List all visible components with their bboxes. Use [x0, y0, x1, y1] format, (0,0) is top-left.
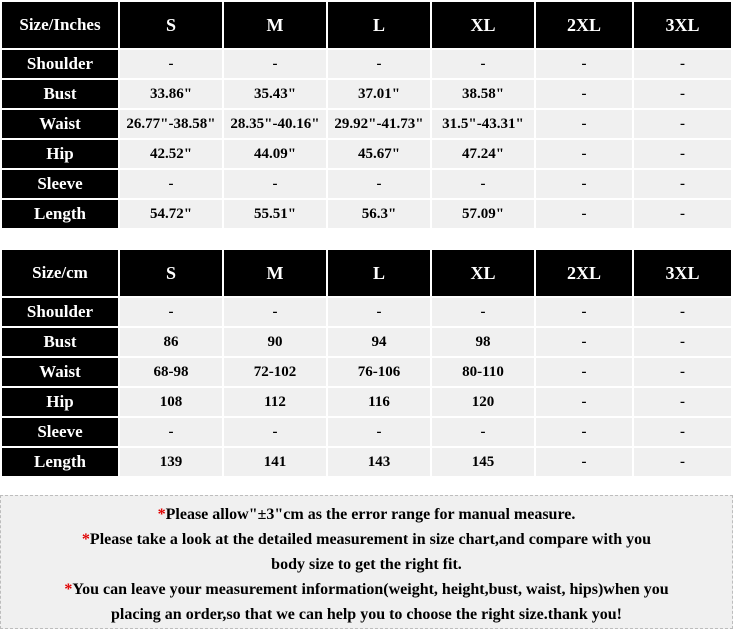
size-column-header: M — [224, 2, 326, 48]
cm-header-row — [2, 250, 731, 296]
table-row — [2, 358, 731, 386]
asterisk: * — [81, 531, 90, 548]
table-cell: 38.58" — [432, 80, 534, 108]
note-text: You can leave your measurement information(weight, height,bust, waist, hips)when you — [72, 581, 669, 598]
table-row — [2, 418, 731, 446]
table-cell: 37.01" — [328, 80, 430, 108]
size-column-header: S — [120, 2, 222, 48]
size-column-header: 2XL — [536, 250, 632, 296]
table-cell: - — [536, 50, 632, 78]
table-cell: 86 — [120, 328, 222, 356]
table-cell: - — [224, 418, 326, 446]
measurement-notes — [0, 495, 733, 629]
table-cell: - — [634, 328, 731, 356]
asterisk: * — [157, 506, 166, 523]
table-cell: 141 — [224, 448, 326, 476]
size-column-header: 3XL — [634, 2, 731, 48]
table-row — [2, 50, 731, 78]
table-cell: - — [536, 140, 632, 168]
row-label: Sleeve — [2, 418, 118, 446]
table-row — [2, 110, 731, 138]
table-cell: - — [328, 298, 430, 326]
row-label: Hip — [2, 140, 118, 168]
table-row — [2, 170, 731, 198]
table-cell: - — [432, 418, 534, 446]
table-cell: 29.92"-41.73" — [328, 110, 430, 138]
table-cell: - — [328, 170, 430, 198]
table-cell: 68-98 — [120, 358, 222, 386]
row-label: Waist — [2, 110, 118, 138]
table-cell: 33.86" — [120, 80, 222, 108]
row-label: Waist — [2, 358, 118, 386]
table-cell: 72-102 — [224, 358, 326, 386]
note-check-chart-cont: body size to get the right fit. — [271, 556, 462, 573]
note-leave-measurements-cont: placing an order,so that we can help you to choose the right size.thank you! — [111, 606, 622, 623]
table-cell: 47.24" — [432, 140, 534, 168]
table-cell: - — [224, 298, 326, 326]
table-cell: - — [634, 170, 731, 198]
note-error-range — [1, 502, 732, 527]
table-cell: 57.09" — [432, 200, 534, 228]
row-label: Bust — [2, 80, 118, 108]
table-cell: - — [536, 448, 632, 476]
row-label: Hip — [2, 388, 118, 416]
inches-size-table — [0, 0, 733, 230]
table-row — [2, 140, 731, 168]
table-cell: - — [536, 358, 632, 386]
note-text: Please allow"±3"cm as the error range for manual measure. — [165, 506, 576, 523]
size-column-header: XL — [432, 2, 534, 48]
table-cell: 55.51" — [224, 200, 326, 228]
table-cell: - — [634, 80, 731, 108]
asterisk: * — [64, 581, 73, 598]
size-column-header: L — [328, 250, 430, 296]
table-cell: 90 — [224, 328, 326, 356]
table-cell: 26.77"-38.58" — [120, 110, 222, 138]
cm-size-table — [0, 248, 733, 478]
table-cell: 31.5"-43.31" — [432, 110, 534, 138]
table-cell: 145 — [432, 448, 534, 476]
table-cell: - — [634, 50, 731, 78]
table-cell: - — [536, 328, 632, 356]
note-check-chart — [1, 527, 732, 552]
table-cell: - — [328, 418, 430, 446]
table-cell: - — [224, 50, 326, 78]
table-cell: 45.67" — [328, 140, 430, 168]
table-cell: - — [634, 388, 731, 416]
table-cell: 28.35"-40.16" — [224, 110, 326, 138]
table-cell: - — [536, 418, 632, 446]
row-label: Bust — [2, 328, 118, 356]
row-label: Shoulder — [2, 50, 118, 78]
note-leave-measurements — [1, 577, 732, 602]
row-label: Sleeve — [2, 170, 118, 198]
table-cell: - — [536, 80, 632, 108]
table-cell: 35.43" — [224, 80, 326, 108]
table-cell: - — [634, 200, 731, 228]
table-cell: - — [120, 418, 222, 446]
table-cell: 116 — [328, 388, 430, 416]
table-row — [2, 448, 731, 476]
table-cell: 44.09" — [224, 140, 326, 168]
size-column-header: XL — [432, 250, 534, 296]
table-cell: 94 — [328, 328, 430, 356]
table-row — [2, 328, 731, 356]
size-column-header: M — [224, 250, 326, 296]
table-cell: - — [634, 448, 731, 476]
table-row — [2, 200, 731, 228]
table-cell: 54.72" — [120, 200, 222, 228]
table-cell: - — [120, 50, 222, 78]
table-cell: - — [634, 110, 731, 138]
table-cell: - — [120, 298, 222, 326]
row-label: Length — [2, 448, 118, 476]
table-row — [2, 80, 731, 108]
table-cell: - — [224, 170, 326, 198]
table-cell: 56.3" — [328, 200, 430, 228]
table-cell: - — [634, 140, 731, 168]
table-cell: 112 — [224, 388, 326, 416]
inches-header-label: Size/Inches — [2, 2, 118, 48]
cm-header-label: Size/cm — [2, 250, 118, 296]
table-cell: 80-110 — [432, 358, 534, 386]
table-cell: 76-106 — [328, 358, 430, 386]
table-cell: 108 — [120, 388, 222, 416]
table-cell: 42.52" — [120, 140, 222, 168]
size-column-header: 2XL — [536, 2, 632, 48]
table-cell: - — [432, 298, 534, 326]
table-cell: - — [634, 298, 731, 326]
table-cell: - — [634, 358, 731, 386]
size-column-header: L — [328, 2, 430, 48]
row-label: Shoulder — [2, 298, 118, 326]
table-row — [2, 388, 731, 416]
table-row — [2, 298, 731, 326]
row-label: Length — [2, 200, 118, 228]
table-cell: - — [120, 170, 222, 198]
table-cell: 139 — [120, 448, 222, 476]
table-cell: 98 — [432, 328, 534, 356]
note-text: Please take a look at the detailed measurement in size chart,and compare with you — [89, 531, 652, 548]
table-cell: 143 — [328, 448, 430, 476]
table-cell: - — [634, 418, 731, 446]
size-column-header: S — [120, 250, 222, 296]
size-column-header: 3XL — [634, 250, 731, 296]
inches-header-row — [2, 2, 731, 48]
table-cell: - — [536, 200, 632, 228]
table-cell: - — [432, 170, 534, 198]
table-cell: - — [536, 170, 632, 198]
table-cell: - — [328, 50, 430, 78]
table-cell: - — [536, 298, 632, 326]
table-cell: - — [536, 110, 632, 138]
table-cell: 120 — [432, 388, 534, 416]
table-cell: - — [536, 388, 632, 416]
table-cell: - — [432, 50, 534, 78]
